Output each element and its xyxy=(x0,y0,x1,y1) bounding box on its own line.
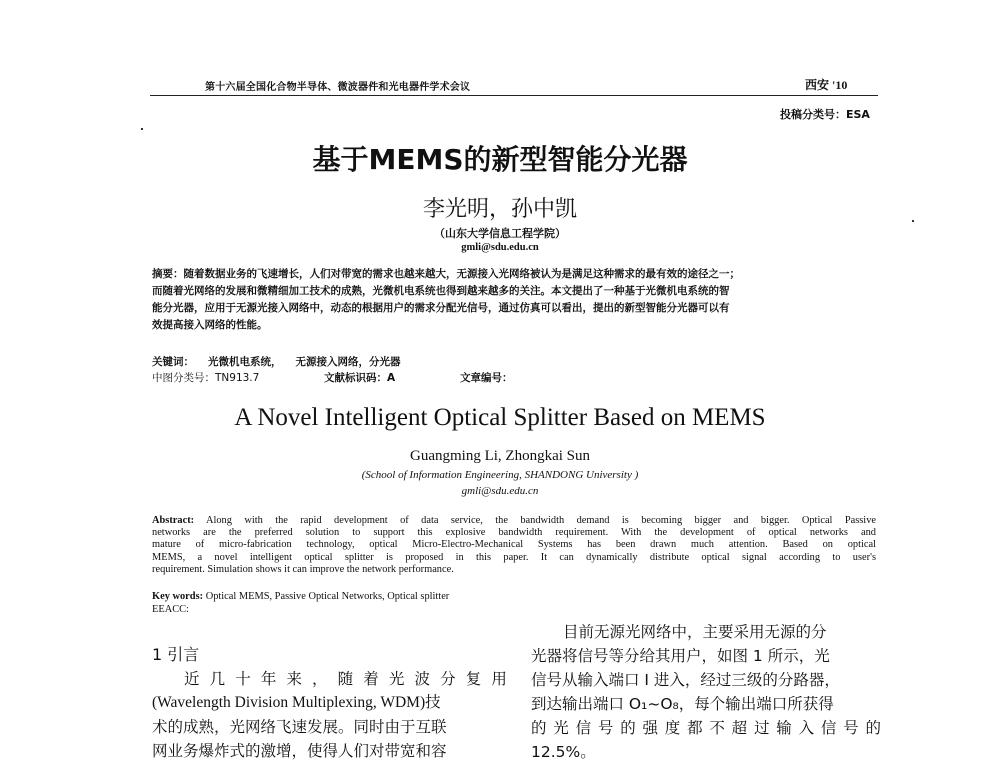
en-authors: Guangming Li, Zhongkai Sun xyxy=(410,448,590,464)
en-keywords xyxy=(152,591,449,602)
body-right-column xyxy=(531,620,881,764)
scan-mark xyxy=(141,128,143,130)
cn-title: 基于MEMS的新型智能分光器 xyxy=(312,143,688,176)
body-line: 到达输出端口 O₁~O₈，每个输出端口所获得 xyxy=(531,695,834,713)
en-abstract-label: Abstract: xyxy=(152,515,195,526)
en-abstract-line: mature of micro-fabrication technology, optical Micro-Electro-Mechanical Systems has been drawn much attention. Based on optical xyxy=(152,539,876,551)
cn-abstract-line: 能分光器，应用于无源光接入网络中，动态的根据用户的需求分配光信号，通过仿真可以看出，提出的新型智能分光器可以有 xyxy=(152,302,730,314)
header-rule xyxy=(150,95,878,96)
cn-keywords xyxy=(152,354,401,369)
en-keywords-text: Optical MEMS, Passive Optical Networks, Optical splitter xyxy=(205,591,450,602)
cn-abstract-line: 摘要：随着数据业务的飞速增长，人们对带宽的需求也越来越大，无源接入光网络被认为是满足这种需求的最有效的途径之一； xyxy=(152,268,740,280)
cn-classification-line xyxy=(152,370,513,385)
cn-authors: 李光明，孙中凯 xyxy=(422,197,577,222)
en-abstract-line: requirement. Simulation shows it can improve the network performance. xyxy=(152,563,454,575)
cn-abstract-line: 而随着光网络的发展和微精细加工技术的成熟，光微机电系统也得到越来越多的关注。本文提出了一种基于光微机电系统的智 xyxy=(152,285,730,297)
cn-clc-number: 中图分类号：TN913.7 xyxy=(152,372,260,384)
cn-document-code: 文献标识码：A xyxy=(324,372,396,384)
cn-keywords-label: 关键词： xyxy=(152,356,194,368)
body-line: 目前无源光网络中，主要采用无源的分 xyxy=(563,623,827,641)
en-title: A Novel Intelligent Optical Splitter Based on MEMS xyxy=(234,404,766,431)
body-line: 光器将信号等分给其用户，如图 1 所示，光 xyxy=(531,647,830,665)
en-abstract-line: networks are the preferred solution to support this explosive bandwidth requirement. With the development of optical networks and xyxy=(152,527,876,539)
body-line: 术的成熟，光网络飞速发展。同时由于互联 xyxy=(152,718,447,736)
cn-abstract-line: 效提高接入网络的性能。 xyxy=(152,319,268,331)
cn-abstract-label: 摘要： xyxy=(152,268,184,280)
location-year: 西安 '10 xyxy=(805,78,848,92)
section-heading: 1 引言 xyxy=(152,645,200,664)
cn-keyword: 光微机电系统， xyxy=(208,356,282,368)
scan-mark xyxy=(912,220,914,222)
en-affiliation: (School of Information Engineering, SHANDONG University ) xyxy=(361,469,639,481)
cn-affiliation: （山东大学信息工程学院） xyxy=(434,227,566,240)
en-abstract xyxy=(152,515,876,576)
body-left-column xyxy=(152,643,507,763)
body-line: (Wavelength Division Multiplexing, WDM)技 xyxy=(152,694,441,711)
cn-keyword: 无源接入网络，分光器 xyxy=(295,356,401,368)
cn-abstract xyxy=(152,266,876,334)
en-eeacc: EEACC: xyxy=(152,604,189,615)
body-line-spaced: 近 几 十 年 来 ， 随 着 光 波 分 复 用 xyxy=(184,670,507,688)
body-line: 信号从输入端口 I 进入，经过三级的分路器， xyxy=(531,671,840,689)
cn-email: gmli@sdu.edu.cn xyxy=(461,242,539,253)
body-line-spaced: 的 光 信 号 的 强 度 都 不 超 过 输 入 信 号 的 xyxy=(531,719,881,737)
en-keywords-label: Key words: xyxy=(152,591,204,602)
en-abstract-line: Abstract: Along with the rapid development of data service, the bandwidth demand is becoming bigger and bigger. Optical Passive xyxy=(152,515,877,526)
en-abstract-line: MEMS, a novel intelligent optical splitter is proposed in this paper. It can dynamically distribute optical signal according to user's xyxy=(152,551,876,563)
conference-header: 第十六届全国化合物半导体、微波器件和光电器件学术会议 xyxy=(205,82,471,93)
body-line: 12.5%。 xyxy=(531,743,596,761)
cn-article-number: 文章编号： xyxy=(460,372,513,384)
body-line: 网业务爆炸式的激增，使得人们对带宽和容 xyxy=(152,742,447,760)
classification-number: 投稿分类号：ESA xyxy=(780,108,870,121)
en-email: gmli@sdu.edu.cn xyxy=(461,485,539,497)
